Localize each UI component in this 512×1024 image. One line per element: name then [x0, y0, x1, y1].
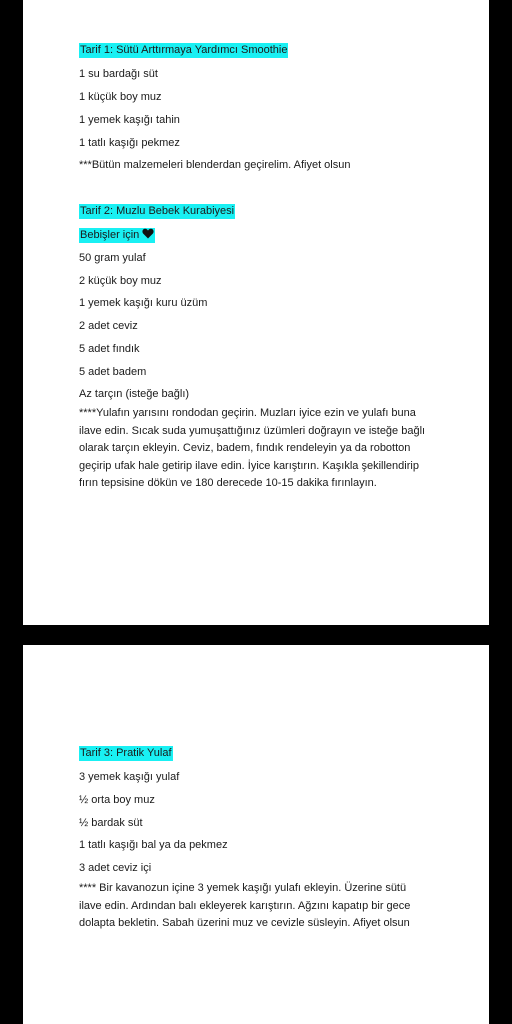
recipe-2-ingredient: 2 küçük boy muz — [79, 275, 162, 287]
recipe-1-note: ***Bütün malzemeleri blenderdan geçirelim. Afiyet olsun — [79, 159, 351, 171]
recipe-2-subtitle: Bebişler için — [79, 228, 155, 243]
recipe-1-ingredient: 1 küçük boy muz — [79, 91, 162, 103]
recipe-2-ingredient: 5 adet badem — [79, 366, 147, 378]
recipe-1-ingredient: 1 yemek kaşığı tahin — [79, 114, 180, 126]
recipe-2-ingredient: 2 adet ceviz — [79, 320, 138, 332]
recipe-3-ingredient: ½ orta boy muz — [79, 794, 155, 806]
recipe-1-ingredient: 1 su bardağı süt — [79, 68, 158, 80]
recipe-3-note: **** Bir kavanozun içine 3 yemek kaşığı yulafı ekleyin. Üzerine sütü ilave edin. Ardından balı ekleyerek karıştırın. Ağzını kapatıp bir gece dolapta bekletin. Sabah üzerini muz ve cevizle süsleyin. Afiyet olsun — [79, 882, 411, 929]
recipe-3-ingredient: 1 tatlı kaşığı bal ya da pekmez — [79, 839, 228, 851]
recipe-3-ingredient: ½ bardak süt — [79, 817, 143, 829]
recipe-2-note: ****Yulafın yarısını rondodan geçirin. Muzları iyice ezin ve yulafı buna ilave edin. Sıcak suda yumuşattığınız üzümleri doğrayın ve isteğe bağlı olarak tarçın ekleyin. Ceviz, badem, fındık rendeleyin ya da robotton geçirip ufak hale getirip ilave edin. İyice karıştırın. Kaşıkla şekillendirip fırın tepsisine dökün ve 180 derecede 10-15 dakika fırınlayın. — [79, 407, 426, 489]
recipe-2-title: Tarif 2: Muzlu Bebek Kurabiyesi — [80, 205, 235, 217]
recipe-3-ingredient: 3 yemek kaşığı yulaf — [79, 771, 180, 783]
recipe-2-ingredient: 1 yemek kaşığı kuru üzüm — [79, 297, 208, 309]
document-page-1 — [23, 0, 489, 625]
document-page-2 — [23, 645, 489, 1024]
recipe-3-title: Tarif 3: Pratik Yulaf — [80, 747, 172, 759]
recipe-2-ingredient: 50 gram yulaf — [79, 252, 146, 264]
recipe-3-ingredient: 3 adet ceviz içi — [79, 862, 152, 874]
recipe-2-ingredient: Az tarçın (isteğe bağlı) — [79, 388, 190, 400]
recipe-1-ingredient: 1 tatlı kaşığı pekmez — [79, 137, 180, 149]
recipe-1-title: Tarif 1: Sütü Arttırmaya Yardımcı Smoothie — [80, 44, 288, 56]
heart-icon — [142, 228, 154, 243]
recipe-2-ingredient: 5 adet fındık — [79, 343, 140, 355]
